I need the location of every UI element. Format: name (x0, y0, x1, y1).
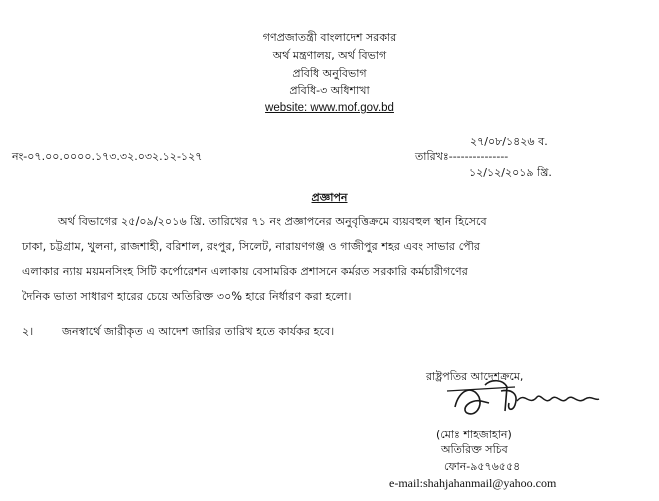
branch-name: প্রবিধি-৩ অধিশাখা (289, 84, 370, 97)
signatory-name: (মোঃ শাহজাহান) (436, 428, 512, 441)
notification-title-text: প্রজ্ঞাপন (311, 191, 348, 204)
by-order-of-president: রাষ্ট্রপতির আদেশক্রমে, (426, 370, 524, 383)
handwritten-signature (445, 377, 605, 429)
date-label: তারিখঃ--------------- (415, 150, 509, 163)
date-gregorian: ১২/১২/২০১৯ খ্রি. (469, 166, 552, 179)
signatory-email[interactable]: e-mail:shahjahanmail@yahoo.com (389, 476, 557, 490)
paragraph-1-line-3: এলাকার ন্যায় ময়মনসিংহ সিটি কর্পোরেশন এলাকায় বেসামরিক প্রশাসনে কর্মরত সরকারি কর্মচারীগণের (22, 265, 468, 278)
paragraph-1-line-4: দৈনিক ভাতা সাধারণ হারের চেয়ে অতিরিক্ত ৩০% হারে নির্ধারণ করা হলো। (22, 290, 352, 303)
paragraph-2-text: জনস্বার্থে জারীকৃত এ আদেশ জারির তারিখ হতে কার্যকর হবে। (62, 325, 335, 338)
paragraph-2-number: ২। (22, 325, 34, 338)
website-link[interactable]: website: www.mof.gov.bd (265, 102, 394, 114)
paragraph-1-line-1: অর্থ বিভাগের ২৫/০৯/২০১৬ খ্রি. তারিখের ৭১ নং প্রজ্ঞাপনের অনুবৃত্তিক্রমে ব্যয়বহুল স্থান হিসেবে (58, 215, 487, 228)
paragraph-1-line-2: ঢাকা, চট্টগ্রাম, খুলনা, রাজশাহী, বরিশাল, রংপুর, সিলেট, নারায়ণগঞ্জ ও গাজীপুর শহর এবং সাভার পৌর (22, 240, 481, 253)
notification-title (0, 191, 659, 205)
ministry-name: অর্থ মন্ত্রণালয়, অর্থ বিভাগ (272, 49, 387, 62)
date-bangla: ২৭/০৮/১৪২৬ ব. (470, 135, 548, 148)
signatory-designation: অতিরিক্ত সচিব (441, 443, 508, 456)
memo-number: নং-০৭.০০.০০০০.১৭৩.৩২.০৩২.১২-১২৭ (12, 150, 203, 163)
government-title: গণপ্রজাতন্ত্রী বাংলাদেশ সরকার (262, 31, 397, 44)
division-name: প্রবিধি অনুবিভাগ (292, 67, 367, 80)
signatory-phone: ফোন-৯৫৭৬৫৫৪ (444, 460, 521, 473)
